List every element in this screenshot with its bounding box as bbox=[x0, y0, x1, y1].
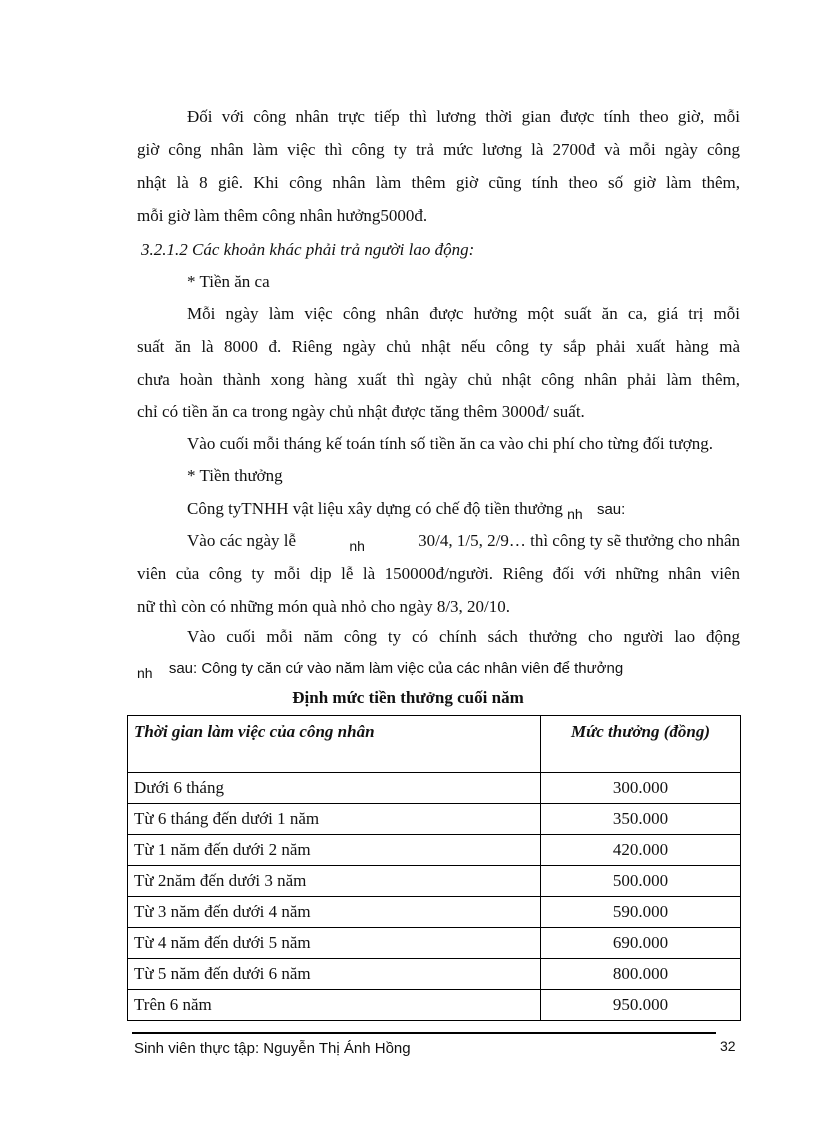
section-heading: 3.2.1.2 Các khoản khác phải trả người lao động: bbox=[141, 240, 475, 259]
bonus-holiday-line-2: viên của công ty mỗi dịp lễ là 150000đ/người. Riêng đối với những nhân viên bbox=[137, 564, 740, 583]
bonus-holiday-line-1 bbox=[187, 530, 740, 552]
table-cell-period: Từ 1 năm đến dưới 2 năm bbox=[128, 835, 541, 866]
table-cell-period: Từ 3 năm đến dưới 4 năm bbox=[128, 897, 541, 928]
table-row bbox=[128, 773, 741, 804]
paragraph-1-line-3: nhật là 8 giê. Khi công nhân làm thêm giờ cũng tính theo số giờ làm thêm, bbox=[137, 173, 740, 192]
meal-line-3: chưa hoàn thành xong hàng xuất thì ngày chủ nhật công nhân phải làm thêm, bbox=[137, 370, 740, 389]
table-cell-period: Từ 6 tháng đến dưới 1 năm bbox=[128, 804, 541, 835]
bonus-holiday-line-3: nữ thì còn có những món quà nhỏ cho ngày 8/3, 20/10. bbox=[137, 597, 511, 616]
table-cell-period: Từ 5 năm đến dưới 6 năm bbox=[128, 959, 541, 990]
bonus-intro bbox=[187, 498, 740, 521]
table-cell-amount: 800.000 bbox=[541, 959, 741, 990]
bonus-holiday-nh: nh bbox=[349, 538, 365, 554]
bonus-intro-text-a: Công tyTNHH vật liệu xây dựng có chế độ tiền thưởng bbox=[187, 499, 563, 518]
bonus-year-end-text: sau: Công ty căn cứ vào năm làm việc của các nhân viên để thưởng bbox=[168, 660, 624, 677]
table-cell-amount: 500.000 bbox=[541, 866, 741, 897]
table-row bbox=[128, 959, 741, 990]
table-row bbox=[128, 835, 741, 866]
bonus-heading: * Tiền thưởng bbox=[187, 466, 283, 485]
paragraph-1-line-2: giờ công nhân làm việc thì công ty trả mức lương là 2700đ và mỗi ngày công bbox=[137, 140, 740, 159]
table-cell-amount: 690.000 bbox=[541, 928, 741, 959]
table-header-amount: Mức thưởng (đồng) bbox=[541, 716, 741, 773]
table-row bbox=[128, 990, 741, 1021]
meal-line-2: suất ăn là 8000 đ. Riêng ngày chủ nhật nếu công ty sắp phải xuất hàng mà bbox=[137, 337, 740, 356]
table-cell-amount: 300.000 bbox=[541, 773, 741, 804]
table-caption: Định mức tiền thưởng cuối năm bbox=[292, 688, 524, 707]
table-row bbox=[128, 804, 741, 835]
bonus-table bbox=[127, 715, 741, 1021]
meal-heading: * Tiền ăn ca bbox=[187, 272, 270, 291]
page-number: 32 bbox=[720, 1038, 736, 1054]
paragraph-1-line-4: mỗi giờ làm thêm công nhân hưởng5000đ. bbox=[137, 206, 428, 225]
bonus-intro-text-b: sau: bbox=[596, 501, 626, 518]
bonus-holiday-text-b: 30/4, 1/5, 2/9… thì công ty sẽ thưởng cho nhân bbox=[418, 531, 740, 550]
table-cell-period: Dưới 6 tháng bbox=[128, 773, 541, 804]
table-cell-amount: 950.000 bbox=[541, 990, 741, 1021]
table-cell-period: Trên 6 năm bbox=[128, 990, 541, 1021]
table-header-row bbox=[128, 716, 741, 773]
footer-student: Sinh viên thực tập: Nguyễn Thị Ánh Hồng bbox=[134, 1040, 411, 1057]
table-header-period: Thời gian làm việc của công nhân bbox=[128, 716, 541, 773]
table-cell-amount: 350.000 bbox=[541, 804, 741, 835]
bonus-holiday-text-a: Vào các ngày lễ bbox=[187, 531, 297, 550]
table-row bbox=[128, 866, 741, 897]
footer-divider bbox=[132, 1032, 716, 1034]
bonus-intro-nh: nh bbox=[567, 506, 583, 522]
table-row bbox=[128, 928, 741, 959]
bonus-year-end-nh: nh bbox=[137, 665, 153, 681]
table-cell-period: Từ 2năm đến dưới 3 năm bbox=[128, 866, 541, 897]
bonus-year-end-line-1: Vào cuối mỗi năm công ty có chính sách thưởng cho người lao động bbox=[187, 627, 740, 646]
bonus-year-end-line-2 bbox=[137, 657, 740, 680]
table-cell-amount: 420.000 bbox=[541, 835, 741, 866]
paragraph-1-line-1: Đối với công nhân trực tiếp thì lương thời gian được tính theo giờ, mỗi bbox=[187, 107, 740, 126]
meal-line-4: chỉ có tiền ăn ca trong ngày chủ nhật được tăng thêm 3000đ/ suất. bbox=[137, 402, 585, 421]
table-cell-amount: 590.000 bbox=[541, 897, 741, 928]
meal-line-5: Vào cuối mỗi tháng kế toán tính số tiền ăn ca vào chi phí cho từng đối tượng. bbox=[187, 434, 713, 453]
table-row bbox=[128, 897, 741, 928]
table-cell-period: Từ 4 năm đến dưới 5 năm bbox=[128, 928, 541, 959]
meal-line-1: Mỗi ngày làm việc công nhân được hưởng một suất ăn ca, giá trị mỗi bbox=[187, 304, 740, 323]
